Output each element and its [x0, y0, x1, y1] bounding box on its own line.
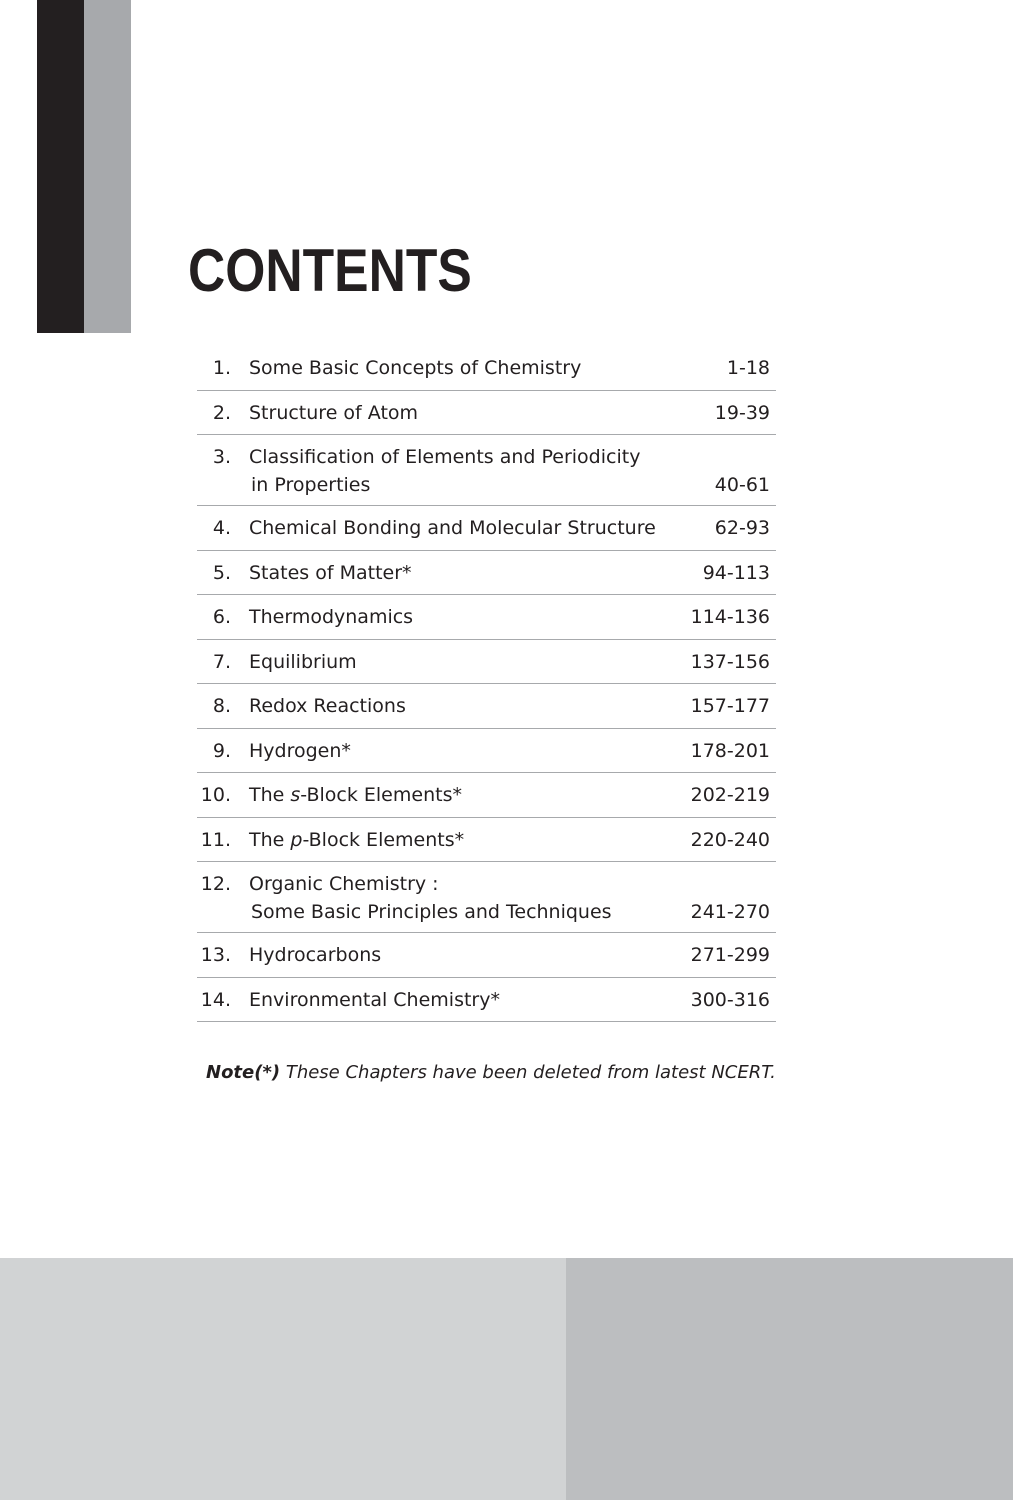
chapter-title: [249, 559, 412, 587]
chapter-number: 1.: [212, 357, 231, 379]
chapter-title-suffix: -Block Elements*: [302, 828, 465, 851]
chapter-number: 8.: [212, 695, 231, 717]
chapter-pages: 62-93: [714, 517, 770, 539]
chapter-title-line1: Structure of Atom: [249, 401, 419, 424]
chapter-title: [249, 399, 418, 427]
chapter-number: 13.: [200, 944, 231, 966]
toc-row: [197, 773, 776, 818]
chapter-title-line1: States of Matter*: [249, 561, 412, 584]
chapter-title: [249, 781, 462, 809]
toc-row: [197, 729, 776, 774]
chapter-pages: 178-201: [690, 739, 770, 762]
chapter-title-line1: Hydrocarbons: [249, 944, 382, 966]
chapter-title-line1: Thermodynamics: [249, 606, 414, 628]
chapter-title: [249, 826, 464, 854]
chapter-pages: 137-156: [690, 650, 770, 673]
toc-row: [197, 551, 776, 596]
toc-row: [197, 862, 776, 933]
toc-row: [197, 978, 776, 1023]
footnote: [206, 1060, 776, 1086]
toc-row: [197, 684, 776, 729]
chapter-pages: 94-113: [702, 561, 770, 584]
chapter-number: 5.: [212, 561, 231, 584]
toc-row: [197, 933, 776, 978]
footnote-text: These Chapters have been deleted from latest NCERT.: [280, 1062, 776, 1083]
chapter-title: [249, 648, 357, 676]
chapter-title-line1: Classification of Elements and Periodicity: [249, 446, 641, 468]
chapter-number: 2.: [212, 401, 231, 424]
chapter-number: 7.: [212, 650, 231, 673]
chapter-title-line1: Equilibrium: [249, 650, 357, 673]
chapter-pages: 271-299: [690, 944, 770, 966]
chapter-title: [249, 354, 581, 382]
chapter-pages: 241-270: [690, 901, 770, 923]
chapter-number: 6.: [212, 606, 231, 628]
toc-row: [197, 595, 776, 640]
chapter-title-line1: Organic Chemistry :: [249, 873, 439, 895]
chapter-title-line1: Some Basic Concepts of Chemistry: [249, 357, 582, 379]
chapter-title: [249, 941, 381, 969]
footnote-label: Note(*): [206, 1062, 281, 1083]
chapter-title: [249, 443, 640, 499]
chapter-title-italic: p: [290, 828, 303, 851]
chapter-title-line1: Environmental Chemistry*: [249, 988, 500, 1011]
chapter-title: [249, 986, 500, 1014]
toc-row: [197, 640, 776, 685]
toc-row: [197, 391, 776, 436]
chapter-title-line1: Redox Reactions: [249, 695, 406, 717]
chapter-title-italic: s: [290, 784, 301, 806]
chapter-pages: 40-61: [714, 474, 770, 496]
table-of-contents: [197, 346, 776, 1022]
chapter-title: [249, 870, 612, 926]
chapter-title-line1: Hydrogen*: [249, 739, 351, 762]
chapter-title: [249, 692, 406, 720]
toc-row: [197, 506, 776, 551]
toc-row: [197, 346, 776, 391]
toc-row: [197, 435, 776, 506]
decorative-bar-grey: [84, 0, 131, 333]
chapter-number: 3.: [212, 446, 231, 468]
footer-band-left: [0, 1258, 566, 1500]
chapter-title-line2: Some Basic Principles and Techniques: [251, 901, 612, 923]
footer-band-right: [566, 1258, 1013, 1500]
chapter-title-prefix: The: [249, 784, 291, 806]
chapter-title: [249, 737, 351, 765]
chapter-title-suffix: -Block Elements*: [300, 784, 462, 806]
chapter-title: [249, 603, 413, 631]
chapter-number: 10.: [200, 784, 231, 806]
toc-row: [197, 818, 776, 863]
page-title: CONTENTS: [188, 237, 472, 304]
chapter-pages: 300-316: [690, 988, 770, 1011]
chapter-title-line2: in Properties: [251, 474, 371, 496]
chapter-number: 11.: [200, 828, 231, 851]
chapter-pages: 1-18: [726, 357, 770, 379]
chapter-pages: 202-219: [690, 784, 770, 806]
chapter-pages: 157-177: [690, 695, 770, 717]
chapter-pages: 114-136: [690, 606, 770, 628]
chapter-number: 12.: [200, 873, 231, 895]
chapter-number: 14.: [200, 988, 231, 1011]
chapter-number: 4.: [212, 517, 231, 539]
chapter-title-prefix: The: [249, 828, 291, 851]
chapter-pages: 220-240: [690, 828, 770, 851]
chapter-number: 9.: [212, 739, 231, 762]
decorative-bar-dark: [37, 0, 84, 333]
chapter-title: [249, 514, 656, 542]
chapter-title-line1: Chemical Bonding and Molecular Structure: [249, 517, 656, 539]
chapter-pages: 19-39: [714, 401, 770, 424]
